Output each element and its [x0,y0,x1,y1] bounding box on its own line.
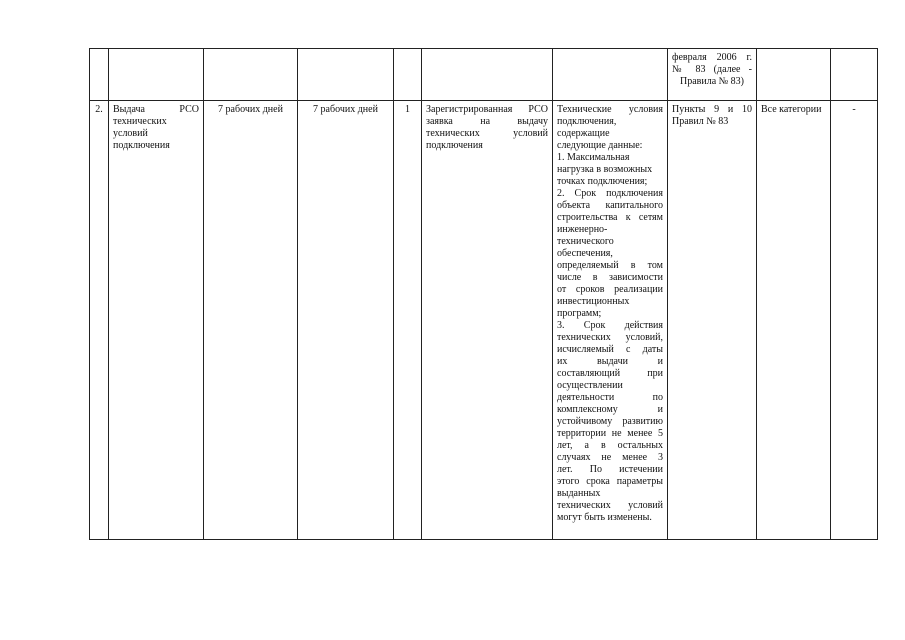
result-line: случаях не менее 3 [557,452,663,463]
table-row [90,101,878,540]
result-line: объекта капитального [557,200,663,211]
cell-basis-continued [668,49,757,101]
result-line: 1. Максимальная [557,152,630,163]
result-line: нагрузка в возможных [557,164,653,175]
service-name [109,101,204,540]
result-line: устойчивому развитию [557,416,663,427]
result-line: технических условий [557,500,663,511]
result-line: инженерно- [557,224,608,235]
table-row [90,49,878,101]
applicant-category: Все категории [757,101,831,540]
service-result [553,101,668,540]
cell-category [757,49,831,101]
cell-fee [831,49,878,101]
document-count: 1 [394,101,422,540]
cell-term1 [204,49,298,101]
basis-line: февраля 2006 г. [672,52,752,63]
result-line: исчисляемый с даты [557,344,663,355]
service-line: Выдача РСО [113,104,199,115]
cell-count [394,49,422,101]
result-line: деятельности по [557,392,663,403]
cell-result [553,49,668,101]
service-line: условий [113,128,148,139]
result-line: технических условий, [557,332,663,343]
basis-line: Правил № 83 [672,116,729,127]
row-number: 2. [90,101,109,540]
result-line: лет. По истечении [557,464,663,475]
result-line: подключения, [557,116,617,127]
docs-line: подключения [426,140,483,151]
result-line: территории не менее 5 [557,428,663,439]
result-line: могут быть изменены. [557,512,652,523]
result-line: лет, а в остальных [557,440,663,451]
result-line: составляющий при [557,368,663,379]
result-line: от сроков реализации [557,284,663,295]
result-line: определяемый в том [557,260,663,271]
result-line: комплексному и [557,404,663,415]
result-line: инвестиционных [557,296,630,307]
docs-line: технических условий [426,128,548,139]
result-line: Технические условия [557,104,663,115]
result-line: 2. Срок подключения [557,188,663,199]
result-line: числе в зависимости [557,272,663,283]
basis-line: № 83 (далее - [672,64,752,75]
cell-term2 [298,49,394,101]
service-line: технических [113,116,167,127]
required-documents [422,101,553,540]
cell-num [90,49,109,101]
result-line: содержащие [557,128,610,139]
result-line: точках подключения; [557,176,648,187]
cell-service [109,49,204,101]
cell-docs [422,49,553,101]
basis-line: Правила № 83) [679,76,745,87]
result-line: строительства к сетям [557,212,663,223]
result-line: их выдачи и [557,356,663,367]
docs-line: заявка на выдачу [426,116,548,127]
result-line: 3. Срок действия [557,320,663,331]
fee: - [831,101,878,540]
service-line: подключения [113,140,170,151]
result-line: следующие данные: [557,140,643,151]
result-line: программ; [557,308,602,319]
result-line: этого срока параметры [557,476,663,487]
legal-basis [668,101,757,540]
result-line: осуществлении [557,380,623,391]
docs-line: Зарегистрированная РСО [426,104,548,115]
result-line: обеспечения, [557,248,613,259]
term-standard: 7 рабочих дней [204,101,298,540]
basis-line: Пункты 9 и 10 [672,104,752,115]
result-line: технического [557,236,614,247]
services-table [89,48,878,540]
result-line: выданных [557,488,601,499]
term-max: 7 рабочих дней [298,101,394,540]
